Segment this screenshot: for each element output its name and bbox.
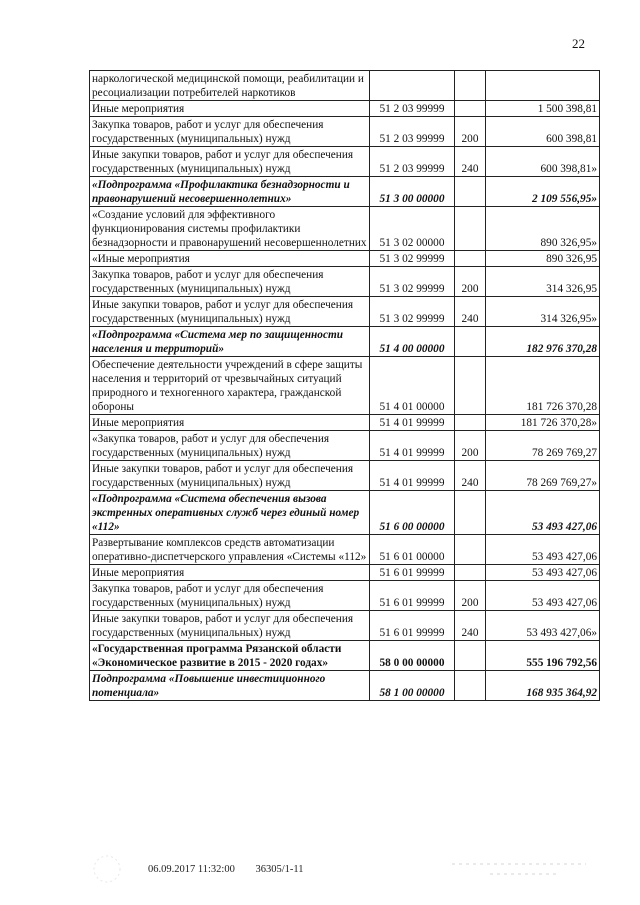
row-sum: 555 196 792,56 bbox=[486, 641, 600, 671]
faint-stamp-mark bbox=[90, 852, 124, 886]
row-type bbox=[455, 177, 486, 207]
row-sum: 600 398,81» bbox=[486, 147, 600, 177]
row-name: Иные мероприятия bbox=[90, 565, 370, 581]
page-number: 22 bbox=[572, 36, 585, 51]
row-type bbox=[455, 101, 486, 117]
row-sum bbox=[486, 71, 600, 101]
row-name: «Создание условий для эффективного функционирования системы профилактики безнадзорности и правонарушений несовершеннолетних bbox=[90, 207, 370, 251]
row-code: 51 6 01 99999 bbox=[370, 565, 455, 581]
row-sum: 600 398,81 bbox=[486, 117, 600, 147]
row-code: 58 0 00 00000 bbox=[370, 641, 455, 671]
row-name: Обеспечение деятельности учреждений в сфере защиты населения и территорий от чрезвычайных ситуаций природного и техногенного характера, гражданской обороны bbox=[90, 357, 370, 415]
row-type: 200 bbox=[455, 581, 486, 611]
row-name: Иные мероприятия bbox=[90, 101, 370, 117]
row-code: 51 6 01 00000 bbox=[370, 535, 455, 565]
row-code: 51 6 00 00000 bbox=[370, 491, 455, 535]
row-name: Иные закупки товаров, работ и услуг для обеспечения государственных (муниципальных) нужд bbox=[90, 297, 370, 327]
row-code: 51 3 02 99999 bbox=[370, 267, 455, 297]
table-row bbox=[90, 147, 600, 177]
row-code bbox=[370, 71, 455, 101]
table-row bbox=[90, 357, 600, 415]
row-sum: 314 326,95 bbox=[486, 267, 600, 297]
row-code: 51 4 00 00000 bbox=[370, 327, 455, 357]
row-sum: 314 326,95» bbox=[486, 297, 600, 327]
row-type: 240 bbox=[455, 297, 486, 327]
table-row bbox=[90, 461, 600, 491]
row-type bbox=[455, 327, 486, 357]
row-sum: 78 269 769,27 bbox=[486, 431, 600, 461]
row-name: «Подпрограмма «Система обеспечения вызова экстренных оперативных служб через единый номер «112» bbox=[90, 491, 370, 535]
row-name: «Подпрограмма «Система мер по защищенности населения и территорий» bbox=[90, 327, 370, 357]
row-name: Закупка товаров, работ и услуг для обеспечения государственных (муниципальных) нужд bbox=[90, 581, 370, 611]
table-row bbox=[90, 207, 600, 251]
table-row bbox=[90, 535, 600, 565]
table-row bbox=[90, 101, 600, 117]
row-code: 51 4 01 99999 bbox=[370, 461, 455, 491]
row-code: 51 3 02 00000 bbox=[370, 207, 455, 251]
row-code: 51 2 03 99999 bbox=[370, 101, 455, 117]
row-type: 200 bbox=[455, 431, 486, 461]
row-name: Иные мероприятия bbox=[90, 415, 370, 431]
row-name: Иные закупки товаров, работ и услуг для обеспечения государственных (муниципальных) нужд bbox=[90, 147, 370, 177]
row-code: 51 2 03 99999 bbox=[370, 117, 455, 147]
row-name: наркологической медицинской помощи, реабилитации и ресоциализации потребителей наркотиков bbox=[90, 71, 370, 101]
row-code: 51 3 00 00000 bbox=[370, 177, 455, 207]
row-name: «Подпрограмма «Профилактика безнадзорности и правонарушений несовершеннолетних» bbox=[90, 177, 370, 207]
row-name: Иные закупки товаров, работ и услуг для обеспечения государственных (муниципальных) нужд bbox=[90, 611, 370, 641]
row-sum: 182 976 370,28 bbox=[486, 327, 600, 357]
row-sum: 53 493 427,06 bbox=[486, 565, 600, 581]
row-sum: 890 326,95» bbox=[486, 207, 600, 251]
row-type: 200 bbox=[455, 267, 486, 297]
row-code: 58 1 00 00000 bbox=[370, 671, 455, 701]
table-row bbox=[90, 431, 600, 461]
table-row bbox=[90, 581, 600, 611]
row-sum: 1 500 398,81 bbox=[486, 101, 600, 117]
row-name: «Закупка товаров, работ и услуг для обеспечения государственных (муниципальных) нужд bbox=[90, 431, 370, 461]
row-sum: 890 326,95 bbox=[486, 251, 600, 267]
table-row bbox=[90, 251, 600, 267]
table-row bbox=[90, 117, 600, 147]
row-type bbox=[455, 535, 486, 565]
table-row bbox=[90, 177, 600, 207]
footer-doc-id: 36305/1-11 bbox=[255, 864, 304, 875]
row-name: Закупка товаров, работ и услуг для обеспечения государственных (муниципальных) нужд bbox=[90, 267, 370, 297]
row-code: 51 6 01 99999 bbox=[370, 581, 455, 611]
row-type bbox=[455, 671, 486, 701]
table-row bbox=[90, 611, 600, 641]
table-row bbox=[90, 297, 600, 327]
row-type: 240 bbox=[455, 611, 486, 641]
row-type bbox=[455, 207, 486, 251]
table-row bbox=[90, 327, 600, 357]
row-sum: 53 493 427,06 bbox=[486, 535, 600, 565]
row-sum: 53 493 427,06 bbox=[486, 491, 600, 535]
footer-date: 06.09.2017 11:32:00 bbox=[148, 864, 235, 875]
table-row bbox=[90, 565, 600, 581]
row-type bbox=[455, 491, 486, 535]
budget-table bbox=[89, 70, 600, 701]
row-sum: 168 935 364,92 bbox=[486, 671, 600, 701]
row-sum: 53 493 427,06 bbox=[486, 581, 600, 611]
row-type bbox=[455, 415, 486, 431]
table-row bbox=[90, 491, 600, 535]
row-type bbox=[455, 71, 486, 101]
row-type bbox=[455, 251, 486, 267]
row-type: 240 bbox=[455, 461, 486, 491]
row-name: Подпрограмма «Повышение инвестиционного потенциала» bbox=[90, 671, 370, 701]
row-code: 51 3 02 99999 bbox=[370, 297, 455, 327]
row-sum: 181 726 370,28 bbox=[486, 357, 600, 415]
table-row bbox=[90, 641, 600, 671]
row-name: Закупка товаров, работ и услуг для обеспечения государственных (муниципальных) нужд bbox=[90, 117, 370, 147]
row-sum: 53 493 427,06» bbox=[486, 611, 600, 641]
document-footer bbox=[148, 864, 321, 875]
row-name: «Иные мероприятия bbox=[90, 251, 370, 267]
row-code: 51 2 03 99999 bbox=[370, 147, 455, 177]
row-type bbox=[455, 565, 486, 581]
row-name: Развертывание комплексов средств автоматизации оперативно-диспетчерского управления «Системы «112» bbox=[90, 535, 370, 565]
row-sum: 181 726 370,28» bbox=[486, 415, 600, 431]
row-type: 240 bbox=[455, 147, 486, 177]
row-code: 51 4 01 99999 bbox=[370, 415, 455, 431]
row-type: 200 bbox=[455, 117, 486, 147]
row-sum: 2 109 556,95» bbox=[486, 177, 600, 207]
table-row bbox=[90, 671, 600, 701]
row-code: 51 3 02 99999 bbox=[370, 251, 455, 267]
row-name: Иные закупки товаров, работ и услуг для обеспечения государственных (муниципальных) нужд bbox=[90, 461, 370, 491]
row-code: 51 4 01 99999 bbox=[370, 431, 455, 461]
row-code: 51 4 01 00000 bbox=[370, 357, 455, 415]
table-row bbox=[90, 415, 600, 431]
faint-watermark bbox=[450, 856, 590, 882]
budget-table-body bbox=[90, 71, 600, 701]
row-name: «Государственная программа Рязанской области «Экономическое развитие в 2015 - 2020 годах» bbox=[90, 641, 370, 671]
table-row bbox=[90, 267, 600, 297]
table-row bbox=[90, 71, 600, 101]
row-type bbox=[455, 641, 486, 671]
row-type bbox=[455, 357, 486, 415]
row-sum: 78 269 769,27» bbox=[486, 461, 600, 491]
row-code: 51 6 01 99999 bbox=[370, 611, 455, 641]
